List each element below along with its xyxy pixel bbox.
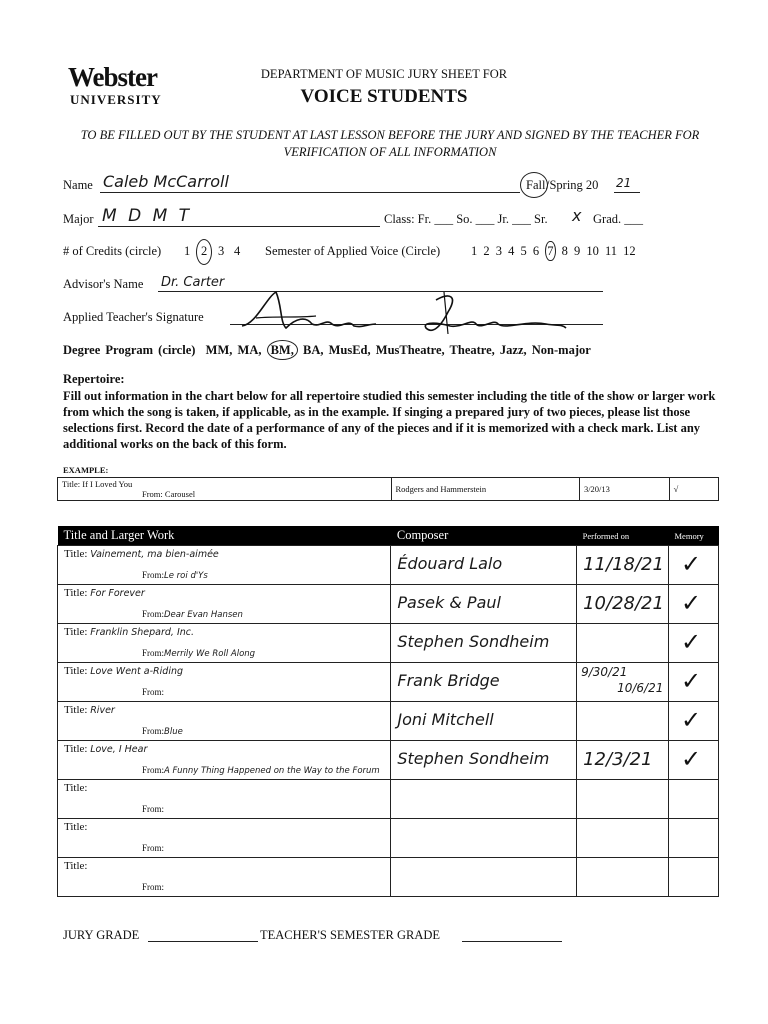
example-table bbox=[57, 477, 719, 501]
jury-grade-line[interactable] bbox=[148, 941, 258, 942]
jury-grade-label: JURY GRADE bbox=[63, 928, 140, 942]
table-row bbox=[58, 585, 719, 624]
date-cell[interactable] bbox=[577, 546, 669, 585]
title-field bbox=[64, 860, 87, 872]
title-field bbox=[64, 821, 87, 833]
title-label: Title: bbox=[64, 587, 88, 599]
table-row bbox=[58, 741, 719, 780]
header-composer: Composer bbox=[391, 526, 577, 546]
song-title[interactable]: Franklin Shepard, Inc. bbox=[90, 627, 195, 638]
credits-circle-mark bbox=[196, 239, 212, 265]
memory-cell[interactable] bbox=[669, 702, 719, 741]
title-label: Title: bbox=[64, 548, 88, 560]
composer-cell[interactable] bbox=[391, 546, 577, 585]
example-from: From: Carousel bbox=[142, 489, 196, 499]
semester-option[interactable]: 3 bbox=[495, 244, 502, 258]
advisor-value[interactable]: Dr. Carter bbox=[161, 275, 225, 290]
degree-option[interactable]: BA, bbox=[302, 343, 324, 357]
date-cell[interactable] bbox=[577, 624, 669, 663]
title-field bbox=[64, 743, 147, 755]
instructions-text: TO BE FILLED OUT BY THE STUDENT AT LAST LESSON BEFORE THE JURY AND SIGNED BY THE TEACHER FOR VERIFICATION OF ALL INFORMATION bbox=[80, 128, 700, 159]
song-title[interactable]: River bbox=[90, 705, 115, 716]
degree-option[interactable]: Jazz, bbox=[499, 343, 527, 357]
major-value[interactable]: M D M T bbox=[102, 206, 193, 226]
table-row bbox=[58, 858, 719, 897]
credits-option-3[interactable]: 3 bbox=[218, 244, 225, 258]
memory-cell[interactable] bbox=[669, 663, 719, 702]
memory-cell[interactable] bbox=[669, 780, 719, 819]
title-field bbox=[64, 665, 183, 677]
title-cell[interactable] bbox=[58, 858, 391, 897]
grad-label: Grad. ___ bbox=[593, 212, 643, 226]
from-label: From: bbox=[142, 765, 165, 775]
composer-name[interactable]: Stephen Sondheim bbox=[397, 749, 550, 768]
major-label: Major bbox=[63, 212, 94, 226]
composer-cell[interactable] bbox=[391, 585, 577, 624]
semester-option[interactable]: 2 bbox=[483, 244, 490, 258]
date-cell[interactable] bbox=[577, 780, 669, 819]
class-label: Class: Fr. ___ So. ___ Jr. ___ Sr. bbox=[384, 212, 548, 226]
performance-date[interactable]: 9/30/21 bbox=[581, 665, 628, 679]
from-label: From: bbox=[142, 648, 165, 658]
degree-option[interactable]: MM, bbox=[205, 343, 233, 357]
performance-date-2[interactable]: 10/6/21 bbox=[617, 681, 664, 695]
year-value[interactable]: 21 bbox=[616, 176, 632, 190]
performance-date[interactable]: 11/18/21 bbox=[583, 554, 664, 575]
title-cell[interactable] bbox=[58, 624, 391, 663]
table-row bbox=[58, 663, 719, 702]
major-line bbox=[98, 226, 380, 227]
title-cell[interactable] bbox=[58, 663, 391, 702]
credits-option-1[interactable]: 1 bbox=[184, 244, 191, 258]
header-memory: Memory bbox=[669, 526, 719, 546]
teacher-grade-line[interactable] bbox=[462, 941, 562, 942]
name-value[interactable]: Caleb McCarroll bbox=[103, 172, 229, 191]
memorized-check-icon[interactable]: ✓ bbox=[681, 667, 702, 695]
table-row bbox=[58, 624, 719, 663]
performance-date[interactable]: 12/3/21 bbox=[583, 749, 653, 770]
example-row bbox=[58, 478, 719, 501]
degree-option[interactable]: Theatre, bbox=[449, 343, 495, 357]
page-title: VOICE STUDENTS bbox=[300, 86, 468, 107]
date-cell[interactable] bbox=[577, 858, 669, 897]
from-label: From: bbox=[142, 570, 165, 580]
example-composer: Rodgers and Hammerstein bbox=[391, 478, 579, 501]
larger-work[interactable]: Le roi d'Ys bbox=[164, 571, 208, 581]
memorized-check-icon[interactable]: ✓ bbox=[681, 550, 702, 578]
title-cell[interactable] bbox=[58, 546, 391, 585]
table-row bbox=[58, 546, 719, 585]
credits-option-2[interactable]: 2 bbox=[201, 244, 208, 258]
composer-cell[interactable] bbox=[391, 624, 577, 663]
repertoire-heading: Repertoire: bbox=[63, 372, 125, 386]
date-cell[interactable] bbox=[577, 585, 669, 624]
memory-cell[interactable] bbox=[669, 819, 719, 858]
title-cell[interactable] bbox=[58, 585, 391, 624]
university-logo-subtitle: UNIVERSITY bbox=[70, 92, 162, 107]
title-label: Title: bbox=[64, 743, 88, 755]
title-cell[interactable] bbox=[58, 741, 391, 780]
repertoire-table bbox=[57, 526, 719, 897]
date-cell[interactable] bbox=[577, 702, 669, 741]
title-field bbox=[64, 704, 115, 716]
composer-name[interactable]: Frank Bridge bbox=[397, 671, 500, 690]
performance-date[interactable]: 10/28/21 bbox=[583, 593, 664, 614]
advisor-label: Advisor's Name bbox=[63, 277, 144, 291]
memory-cell[interactable] bbox=[669, 585, 719, 624]
from-label: From: bbox=[142, 687, 165, 697]
title-field bbox=[64, 587, 145, 599]
title-label: Title: bbox=[64, 821, 88, 833]
name-line bbox=[100, 192, 520, 193]
degree-option[interactable]: Non-major bbox=[531, 343, 591, 357]
from-field bbox=[142, 726, 183, 737]
semester-option[interactable]: 5 bbox=[520, 244, 527, 258]
year-line bbox=[614, 192, 640, 193]
memorized-check-icon[interactable]: ✓ bbox=[681, 589, 702, 617]
composer-cell[interactable] bbox=[391, 741, 577, 780]
example-label: EXAMPLE: bbox=[63, 465, 109, 475]
title-cell[interactable] bbox=[58, 819, 391, 858]
degree-option[interactable]: MA, bbox=[237, 343, 262, 357]
university-logo-wordmark: Webster bbox=[68, 62, 157, 92]
semester-option[interactable]: 11 bbox=[605, 244, 618, 258]
composer-cell[interactable] bbox=[391, 780, 577, 819]
from-label: From: bbox=[142, 609, 165, 619]
from-field bbox=[142, 648, 255, 659]
song-title[interactable]: For Forever bbox=[90, 588, 145, 599]
memorized-check-icon[interactable]: ✓ bbox=[681, 745, 702, 773]
semester-option[interactable]: 4 bbox=[508, 244, 515, 258]
header-performed-on: Performed on bbox=[577, 526, 669, 546]
title-field bbox=[64, 782, 87, 794]
table-row bbox=[58, 780, 719, 819]
table-row bbox=[58, 819, 719, 858]
semester-option[interactable]: 10 bbox=[586, 244, 599, 258]
teacher-grade-label: TEACHER'S SEMESTER GRADE bbox=[260, 928, 441, 942]
credits-label: # of Credits (circle) bbox=[63, 244, 162, 258]
example-title-cell bbox=[58, 478, 392, 501]
example-memory: √ bbox=[669, 478, 718, 501]
from-label: From: bbox=[142, 804, 165, 814]
larger-work[interactable]: Merrily We Roll Along bbox=[164, 649, 256, 659]
teacher-signature bbox=[236, 288, 576, 338]
date-cell[interactable] bbox=[577, 741, 669, 780]
from-field bbox=[142, 570, 208, 581]
title-label: Title: bbox=[64, 626, 88, 638]
header-title: Title and Larger Work bbox=[58, 526, 391, 546]
fall-circle-mark bbox=[520, 172, 548, 198]
larger-work[interactable]: Dear Evan Hansen bbox=[164, 610, 243, 620]
name-label: Name bbox=[63, 178, 93, 192]
degree-option[interactable]: MusEd, bbox=[328, 343, 371, 357]
semester-option-selected[interactable]: 7 bbox=[545, 241, 555, 261]
composer-name[interactable]: Stephen Sondheim bbox=[397, 632, 550, 651]
memorized-check-icon[interactable]: ✓ bbox=[681, 706, 702, 734]
semester-option[interactable]: 8 bbox=[561, 244, 568, 258]
from-label: From: bbox=[142, 882, 165, 892]
memory-cell[interactable] bbox=[669, 546, 719, 585]
title-label: Title: bbox=[64, 665, 88, 677]
larger-work[interactable]: Blue bbox=[164, 727, 183, 737]
table-header-row bbox=[58, 526, 719, 546]
composer-name[interactable]: Pasek & Paul bbox=[397, 593, 501, 612]
title-label: Title: bbox=[64, 860, 88, 872]
semester-option[interactable]: 1 bbox=[471, 244, 478, 258]
department-heading: DEPARTMENT OF MUSIC JURY SHEET FOR bbox=[260, 67, 508, 81]
from-field bbox=[142, 609, 243, 620]
example-title: Title: If I Loved You bbox=[62, 479, 133, 489]
title-field bbox=[64, 626, 194, 638]
title-field bbox=[64, 548, 219, 560]
degree-option-selected[interactable]: BM, bbox=[267, 340, 298, 360]
semester-option[interactable]: 6 bbox=[532, 244, 540, 258]
composer-cell[interactable] bbox=[391, 663, 577, 702]
signature-label: Applied Teacher's Signature bbox=[63, 310, 204, 324]
example-date: 3/20/13 bbox=[579, 478, 669, 501]
semester-label: Semester of Applied Voice (Circle) bbox=[265, 244, 441, 258]
degree-label: Degree Program (circle) bbox=[63, 343, 196, 357]
song-title[interactable]: Love Went a-Riding bbox=[90, 666, 184, 677]
table-row bbox=[58, 702, 719, 741]
composer-cell[interactable] bbox=[391, 819, 577, 858]
degree-option[interactable]: MusTheatre, bbox=[375, 343, 445, 357]
memory-cell[interactable] bbox=[669, 624, 719, 663]
date-cell[interactable] bbox=[577, 819, 669, 858]
credits-option-4[interactable]: 4 bbox=[234, 244, 241, 258]
date-cell[interactable] bbox=[577, 663, 669, 702]
memory-cell[interactable] bbox=[669, 741, 719, 780]
title-cell[interactable] bbox=[58, 702, 391, 741]
repertoire-instructions: Fill out information in the chart below for all repertoire studied this semester including the title of the show or larger work from which the song is taken, if applicable, as in the example. If singing a prepared jury of two pieces, please list those selections first. Record the date of a performance of any of the pieces and if it is memorized with a check mark. List any additional works on the back of this form. bbox=[63, 389, 716, 451]
from-field bbox=[142, 687, 164, 698]
semester-option[interactable]: 12 bbox=[623, 244, 636, 258]
memorized-check-icon[interactable]: ✓ bbox=[681, 628, 702, 656]
from-field bbox=[142, 843, 164, 854]
song-title[interactable]: Vainement, ma bien-aimée bbox=[90, 549, 219, 560]
from-label: From: bbox=[142, 726, 165, 736]
composer-cell[interactable] bbox=[391, 858, 577, 897]
from-field bbox=[142, 804, 164, 815]
title-label: Title: bbox=[64, 782, 88, 794]
composer-name[interactable]: Édouard Lalo bbox=[397, 554, 503, 573]
class-senior-mark[interactable]: x bbox=[572, 206, 582, 225]
from-field bbox=[142, 882, 164, 893]
from-label: From: bbox=[142, 843, 165, 853]
larger-work[interactable]: A Funny Thing Happened on the Way to the Forum bbox=[164, 766, 380, 776]
composer-name[interactable]: Joni Mitchell bbox=[397, 710, 494, 729]
song-title[interactable]: Love, I Hear bbox=[90, 744, 148, 755]
spring-year-label: /Spring 20 bbox=[546, 178, 599, 192]
memory-cell[interactable] bbox=[669, 858, 719, 897]
degree-program-row bbox=[63, 343, 591, 358]
semester-option[interactable]: 9 bbox=[574, 244, 581, 258]
semester-options[interactable] bbox=[471, 244, 636, 259]
title-label: Title: bbox=[64, 704, 88, 716]
from-field bbox=[142, 765, 380, 776]
fall-option[interactable]: Fall bbox=[526, 178, 546, 192]
composer-cell[interactable] bbox=[391, 702, 577, 741]
title-cell[interactable] bbox=[58, 780, 391, 819]
